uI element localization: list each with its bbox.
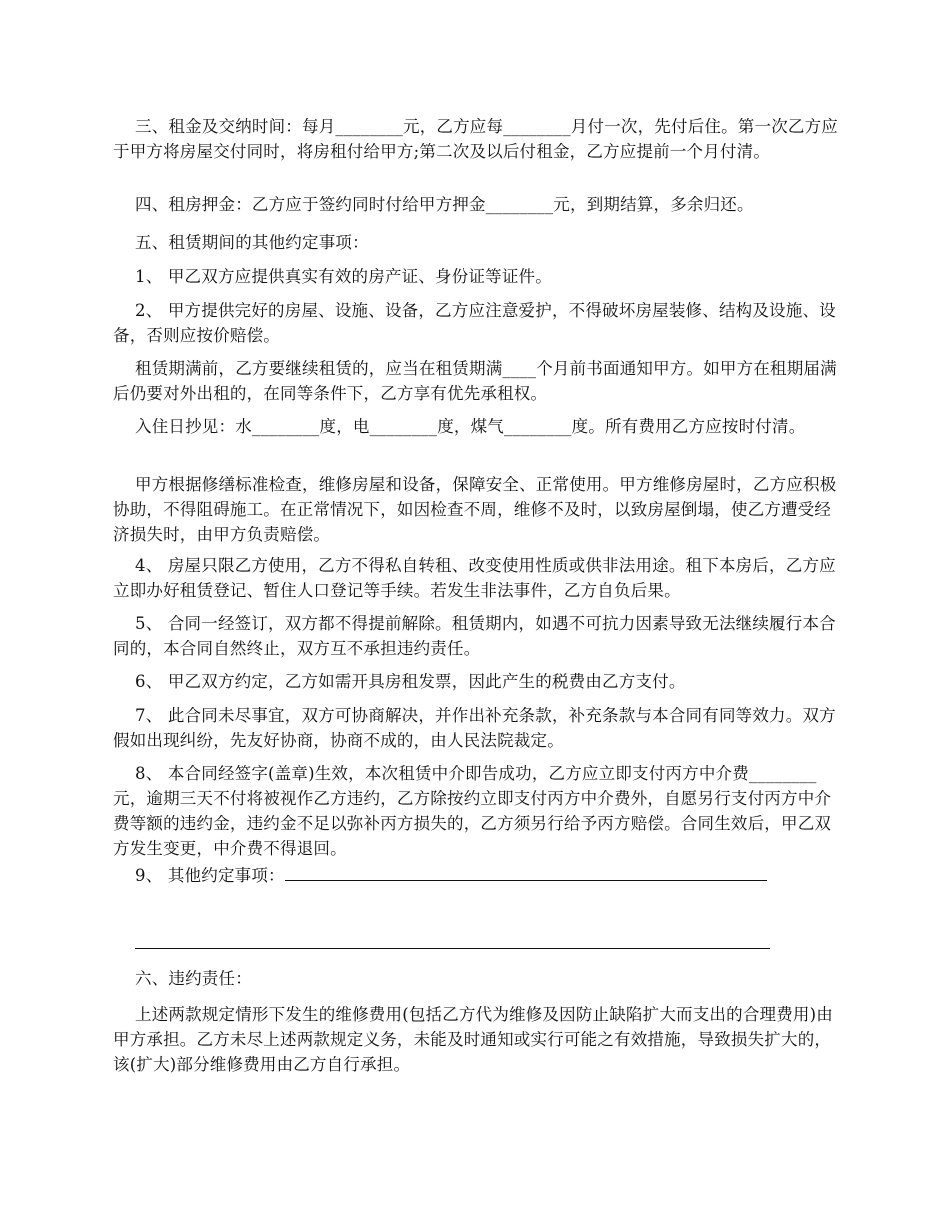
clause-breach-details: 上述两款规定情形下发生的维修费用(包括乙方代为维修及因防止缺陷扩大而支出的合理费用)由甲方承担。乙方未尽上述两款规定义务，未能及时通知或实行可能之有效措施，导致损失扩大的，该(扩大)部分维修费用由乙方自行承担。 xyxy=(113,1005,833,1074)
clause-other-matters-heading: 五、租赁期间的其他约定事项： xyxy=(135,233,369,252)
clause-meter-readings: 入住日抄见：水________度，电________度，煤气________度。所有费用乙方应按时付清。 xyxy=(135,417,806,436)
section-breach-heading: 六、违约责任： xyxy=(135,969,252,988)
clause-item-9 xyxy=(113,863,843,888)
clause-item-7: 7、 此合同未尽事宜，双方可协商解决，并作出补充条款，补充条款与本合同有同等效力。双方假如出现纠纷，先友好协商，协商不成的，由人民法院裁定。 xyxy=(113,706,836,750)
clause-item-2: 2、 甲方提供完好的房屋、设施、设备，乙方应注意爱护，不得破坏房屋装修、结构及设施、设备，否则应按价赔偿。 xyxy=(113,301,836,345)
clause-repairs: 甲方根据修缮标准检查，维修房屋和设备，保障安全、正常使用。甲方维修房屋时，乙方应积极协助，不得阻碍施工。在正常情况下，如因检查不周，维修不及时，以致房屋倒塌，使乙方遭受经济损失时，由甲方负责赔偿。 xyxy=(113,475,837,544)
fill-in-line xyxy=(285,879,767,881)
clause-deposit: 四、租房押金：乙方应于签约同时付给甲方押金________元，到期结算，多余归还。 xyxy=(135,195,754,214)
blank-fill-line xyxy=(135,948,770,949)
clause-rent-payment: 三、租金及交纳时间：每月________元，乙方应每________月付一次，先付后住。第一次乙方应于甲方将房屋交付同时，将房租付给甲方;第二次及以后付租金，乙方应提前一个月付清。 xyxy=(113,117,838,161)
clause-item-9-label: 9、 其他约定事项： xyxy=(135,866,285,885)
clause-renewal-notice: 租赁期满前，乙方要继续租赁的，应当在租赁期满____个月前书面通知甲方。如甲方在租期届满后仍要对外出租的，在同等条件下，乙方享有优先承租权。 xyxy=(113,359,837,403)
clause-item-4: 4、 房屋只限乙方使用，乙方不得私自转租、改变使用性质或供非法用途。租下本房后，乙方应立即办好租赁登记、暂住人口登记等手续。若发生非法事件，乙方自负后果。 xyxy=(113,556,836,600)
clause-item-5: 5、 合同一经签订，双方都不得提前解除。租赁期内，如遇不可抗力因素导致无法继续履行本合同的，本合同自然终止，双方互不承担违约责任。 xyxy=(113,614,836,658)
clause-item-1: 1、 甲乙双方应提供真实有效的房产证、身份证等证件。 xyxy=(135,267,552,286)
clause-item-8: 8、 本合同经签字(盖章)生效，本次租赁中介即告成功，乙方应立即支付丙方中介费________元，逾期三天不付将被视作乙方违约，乙方除按约立即支付丙方中介费外，自愿另行支付丙方中介费等额的违约金，违约金不足以弥补丙方损失的，乙方须另行给予丙方赔偿。合同生效后，甲乙双方发生变更，中介费不得退回。 xyxy=(113,764,832,858)
clause-item-6: 6、 甲乙双方约定，乙方如需开具房租发票，因此产生的税费由乙方支付。 xyxy=(135,672,686,691)
